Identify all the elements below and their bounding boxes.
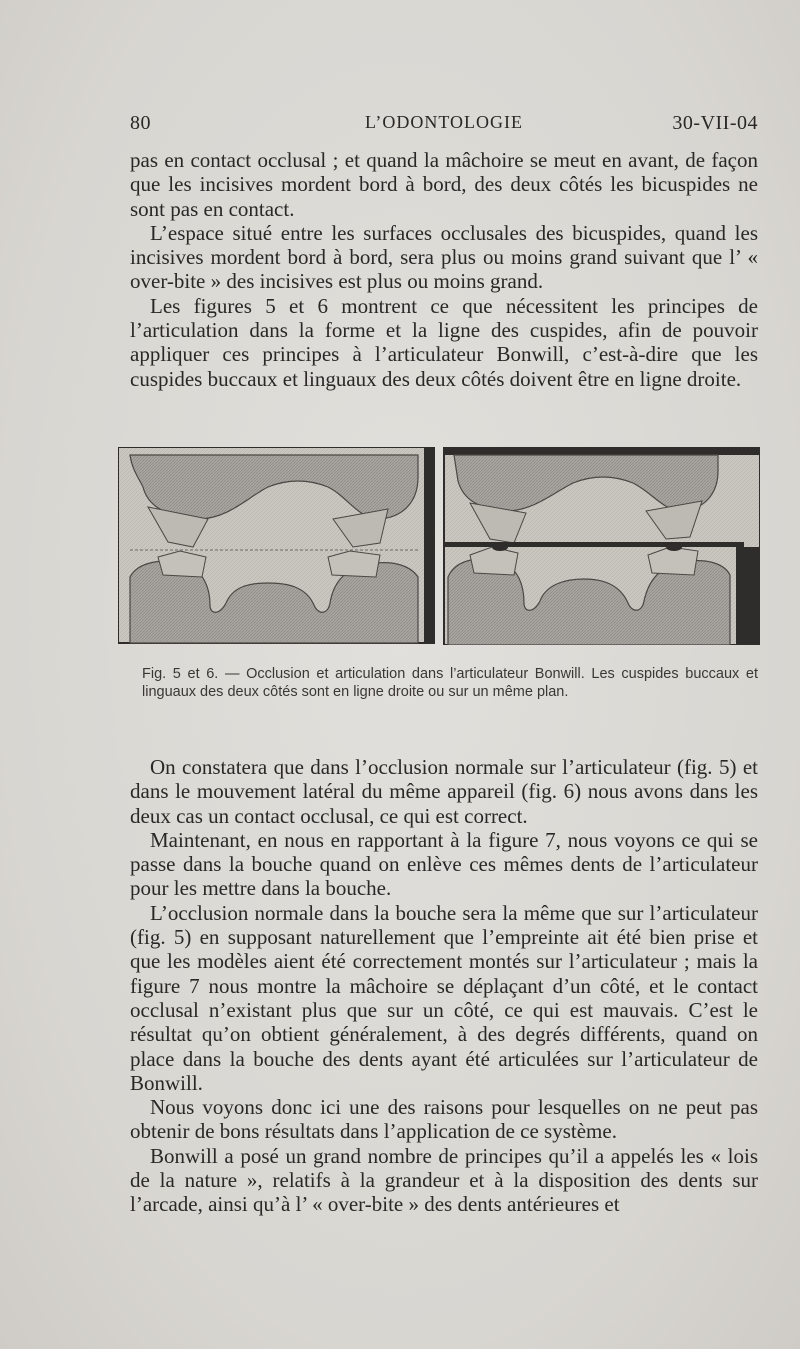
paragraph: Les figures 5 et 6 montrent ce que nécessitent les principes de l’articulation dans la forme et la ligne des cuspides, afin de pouvoir appliquer ces principes à l’articulateur Bonwill, c’est-à-dire que les cuspides buccaux et linguaux des deux côtés doivent être en ligne droite. — [130, 293, 758, 391]
figure-6-panel — [444, 447, 760, 645]
body-text-bottom — [130, 755, 758, 1217]
body-text-top — [130, 148, 758, 391]
paragraph: Nous voyons donc ici une des raisons pour lesquelles on ne peut pas obtenir de bons résultats dans l’application de ce système. — [130, 1095, 758, 1144]
running-title: L’ODONTOLOGIE — [365, 112, 523, 132]
running-header — [130, 112, 758, 142]
paragraph: Bonwill a posé un grand nombre de principes qu’il a appelés les « lois de la nature », relatifs à la grandeur et à la disposition des dents sur l’arcade, ainsi qu’à l’ « over-bite » des dents antérieures et — [130, 1143, 758, 1217]
paragraph: L’occlusion normale dans la bouche sera la même que sur l’articulateur (fig. 5) en supposant naturellement que l’empreinte ait été bien prise et que les modèles aient été correctement montés sur l’articulateur ; mais la figure 7 nous montre la mâchoire se déplaçant d’un côté, et le contact occlusal n’existant plus que sur un côté, ce qui est mauvais. C’est le résultat qu’on obtient généralement, à des degrés différents, quand on place dans la bouche des dents ayant été articulées sur l’articulateur de Bonwill. — [130, 900, 758, 1095]
paragraph: On constatera que dans l’occlusion normale sur l’articulateur (fig. 5) et dans le mouvement latéral du même appareil (fig. 6) nous avons dans les deux cas un contact occlusal, ce qui est correct. — [130, 755, 758, 828]
paragraph: pas en contact occlusal ; et quand la mâchoire se meut en avant, de façon que les incisives mordent bord à bord, des deux côtés les bicuspides ne sont pas en contact. — [130, 148, 758, 221]
issue-date: 30-VII-04 — [672, 112, 758, 134]
paragraph: Maintenant, en nous en rapportant à la figure 7, nous voyons ce qui se passe dans la bouche quand on enlève ces mêmes dents de l’articulateur pour les mettre dans la bouche. — [130, 827, 758, 901]
page-number: 80 — [130, 112, 151, 134]
paragraph: L’espace situé entre les surfaces occlusales des bicuspides, quand les incisives mordent bord à bord, sera plus ou moins grand suivant que l’ « over-bite » des incisives est plus ou moins grand. — [130, 220, 758, 294]
figure-5-panel — [118, 447, 434, 643]
figure-caption: Fig. 5 et 6. — Occlusion et articulation dans l’articulateur Bonwill. Les cuspides buccaux et linguaux des deux côtés sont en ligne droite ou sur un même plan. — [142, 666, 758, 700]
figure-5-6-illustration — [118, 447, 760, 645]
